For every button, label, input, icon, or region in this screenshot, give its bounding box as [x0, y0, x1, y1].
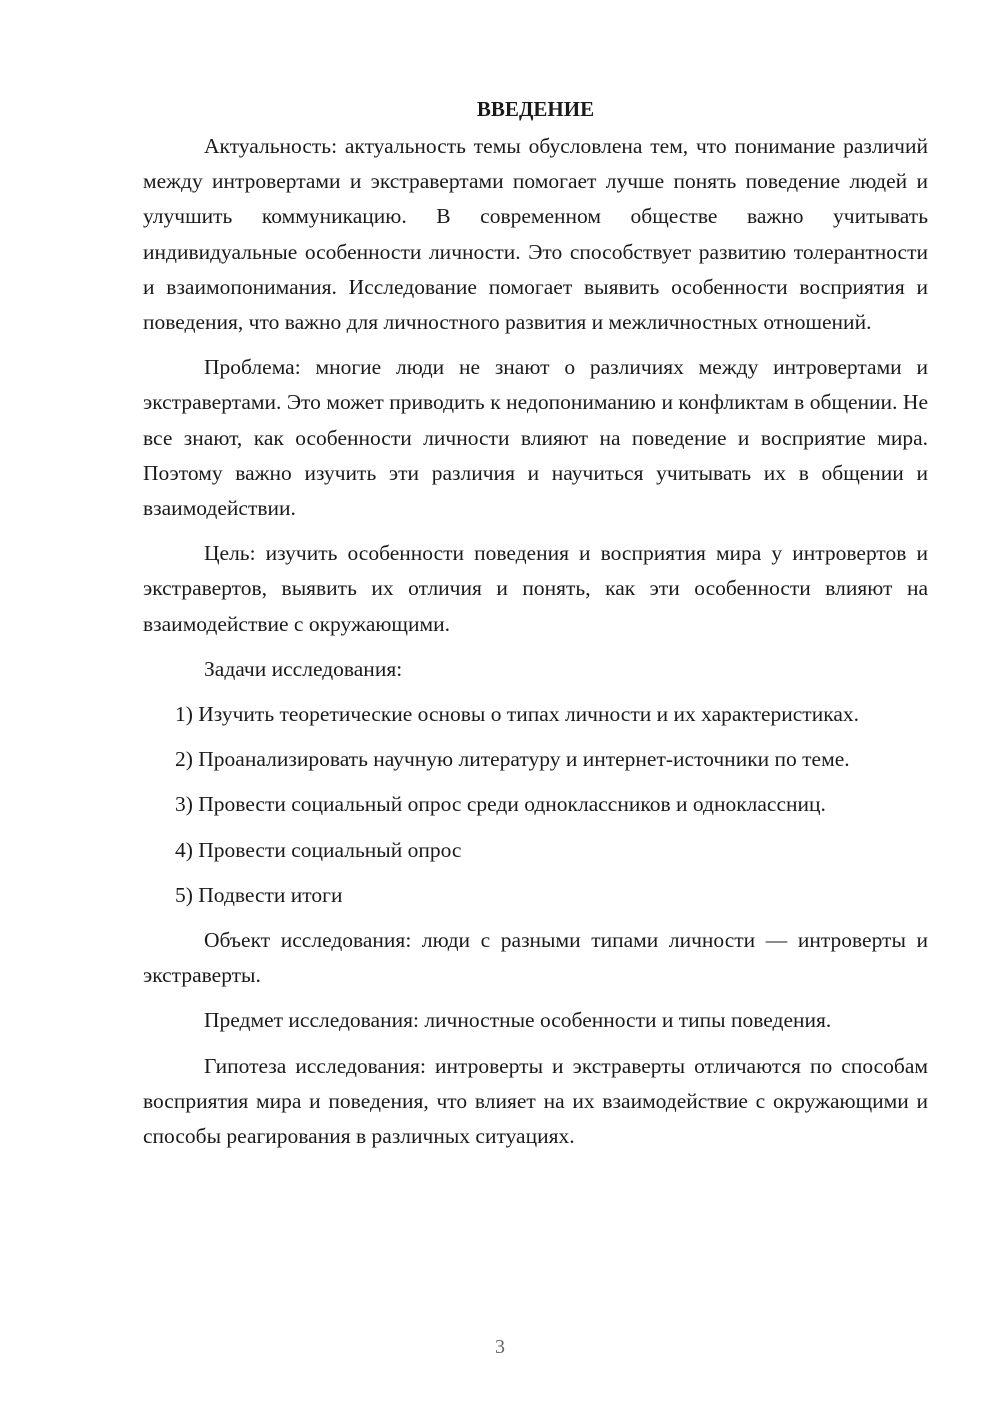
tasks-heading: Задачи исследования:	[204, 656, 403, 681]
task-item-5: 5) Подвести итоги	[175, 882, 343, 907]
paragraph-relevance: Актуальность: актуальность темы обусловлена тем, что понимание различий между интровертами и экстравертами помогает лучше понять поведение людей и улучшить коммуникацию. В современном обществе важно учитывать индивидуальные особенности личности. Это способствует развитию толерантности и взаимопонимания. Исследование помогает выявить особенности восприятия и поведения, что важно для личностного развития и межличностных отношений.	[143, 134, 928, 335]
task-item-3: 3) Провести социальный опрос среди одноклассников и одноклассниц.	[175, 792, 826, 817]
paragraph-problem: Проблема: многие люди не знают о различиях между интровертами и экстравертами. Это может приводить к недопониманию и конфликтам в общении. Не все знают, как особенности личности влияют на поведение и восприятие мира. Поэтому важно изучить эти различия и научиться учитывать их в общении и взаимодействии.	[143, 355, 928, 521]
task-item-2: 2) Проанализировать научную литературу и интернет-источники по теме.	[175, 747, 850, 772]
document-page	[143, 92, 928, 1164]
paragraph-hypothesis: Гипотеза исследования: интроверты и экстраверты отличаются по способам восприятия мира и поведения, что влияет на их взаимодействие с окружающими и способы реагирования в различных ситуациях.	[143, 1053, 928, 1149]
paragraph-object: Объект исследования: люди с разными типами личности — интроверты и экстраверты.	[143, 928, 928, 988]
page-title: ВВЕДЕНИЕ	[476, 97, 595, 121]
paragraph-subject: Предмет исследования: личностные особенности и типы поведения.	[204, 1008, 832, 1033]
paragraph-goal: Цель: изучить особенности поведения и восприятия мира у интровертов и экстравертов, выявить их отличия и понять, как эти особенности влияют на взаимодействие с окружающими.	[143, 541, 928, 636]
task-item-4: 4) Провести социальный опрос	[175, 837, 462, 862]
page-number: 3	[495, 1336, 505, 1358]
task-item-1: 1) Изучить теоретические основы о типах личности и их характеристиках.	[175, 702, 860, 727]
